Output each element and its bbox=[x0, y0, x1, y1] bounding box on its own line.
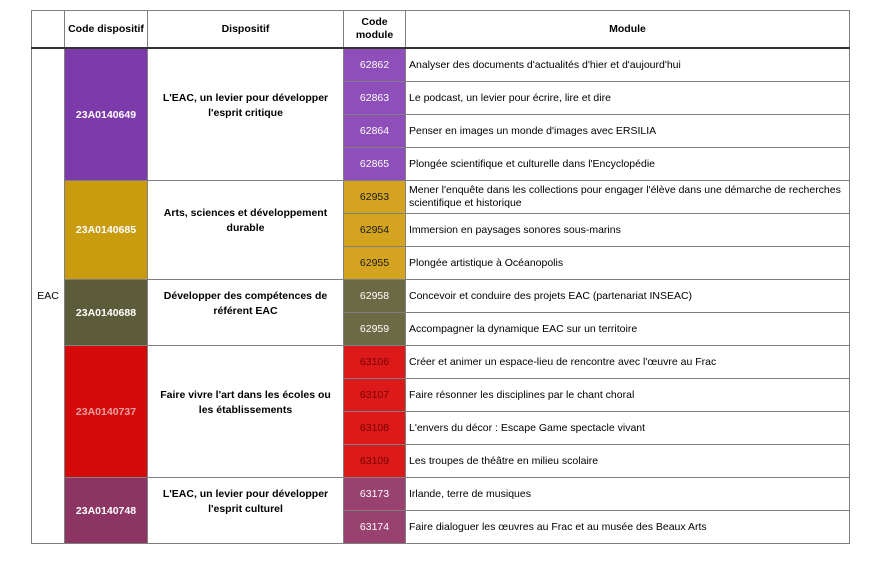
code-dispositif-cell: 23A0140685 bbox=[65, 181, 148, 280]
header-row bbox=[32, 11, 850, 49]
dispositif-cell bbox=[148, 48, 344, 181]
code-module-cell: 62954 bbox=[344, 214, 406, 247]
table-row bbox=[32, 48, 850, 82]
module-cell: Les troupes de théâtre en milieu scolaire bbox=[406, 445, 850, 478]
module-cell: Concevoir et conduire des projets EAC (partenariat INSEAC) bbox=[406, 280, 850, 313]
module-cell: Immersion en paysages sonores sous-marins bbox=[406, 214, 850, 247]
module-cell: L'envers du décor : Escape Game spectacle vivant bbox=[406, 412, 850, 445]
eac-table-wrapper bbox=[31, 10, 850, 544]
module-cell: Plongée artistique à Océanopolis bbox=[406, 247, 850, 280]
dispositif-label: Arts, sciences et développement durable bbox=[163, 207, 328, 234]
table-row bbox=[32, 181, 850, 214]
code-module-cell: 62959 bbox=[344, 313, 406, 346]
dispositif-label: L'EAC, un levier pour développer l'esprit critique bbox=[162, 91, 329, 119]
module-cell: Faire résonner les disciplines par le chant choral bbox=[406, 379, 850, 412]
eac-modules-table bbox=[31, 10, 850, 544]
header-category bbox=[32, 11, 65, 49]
header-code-dispositif: Code dispositif bbox=[65, 11, 148, 49]
dispositif-cell bbox=[148, 181, 344, 280]
module-cell: Analyser des documents d'actualités d'hier et d'aujourd'hui bbox=[406, 48, 850, 82]
code-module-cell: 62865 bbox=[344, 148, 406, 181]
dispositif-label: Faire vivre l'art dans les écoles ou les établissements bbox=[160, 388, 331, 416]
code-dispositif-cell: 23A0140688 bbox=[65, 280, 148, 346]
code-dispositif-cell: 23A0140649 bbox=[65, 48, 148, 181]
table-row bbox=[32, 346, 850, 379]
code-module-cell: 63106 bbox=[344, 346, 406, 379]
dispositif-cell bbox=[148, 478, 344, 544]
code-module-cell: 63109 bbox=[344, 445, 406, 478]
table-body bbox=[32, 48, 850, 544]
table-row bbox=[32, 280, 850, 313]
table-header bbox=[32, 11, 850, 49]
module-cell: Mener l'enquête dans les collections pour engager l'élève dans une démarche de recherches scientifique et historique bbox=[406, 181, 850, 214]
dispositif-label: L'EAC, un levier pour développer l'esprit culturel bbox=[162, 487, 329, 515]
header-dispositif: Dispositif bbox=[148, 11, 344, 49]
table-row bbox=[32, 478, 850, 511]
code-module-cell: 62862 bbox=[344, 48, 406, 82]
dispositif-cell bbox=[148, 280, 344, 346]
code-module-cell: 63173 bbox=[344, 478, 406, 511]
code-module-cell: 63108 bbox=[344, 412, 406, 445]
module-cell: Créer et animer un espace-lieu de rencontre avec l'œuvre au Frac bbox=[406, 346, 850, 379]
code-dispositif-cell: 23A0140748 bbox=[65, 478, 148, 544]
code-dispositif-cell: 23A0140737 bbox=[65, 346, 148, 478]
module-cell: Faire dialoguer les œuvres au Frac et au musée des Beaux Arts bbox=[406, 511, 850, 544]
code-module-cell: 62955 bbox=[344, 247, 406, 280]
code-module-cell: 62958 bbox=[344, 280, 406, 313]
dispositif-label: Développer des compétences de référent EAC bbox=[163, 289, 328, 317]
module-cell: Le podcast, un levier pour écrire, lire et dire bbox=[406, 82, 850, 115]
header-code-module: Code module bbox=[344, 11, 406, 49]
header-module: Module bbox=[406, 11, 850, 49]
code-module-cell: 62864 bbox=[344, 115, 406, 148]
code-module-cell: 62953 bbox=[344, 181, 406, 214]
module-cell: Penser en images un monde d'images avec ERSILIA bbox=[406, 115, 850, 148]
module-cell: Accompagner la dynamique EAC sur un territoire bbox=[406, 313, 850, 346]
code-module-cell: 63107 bbox=[344, 379, 406, 412]
module-cell: Irlande, terre de musiques bbox=[406, 478, 850, 511]
module-cell: Plongée scientifique et culturelle dans l'Encyclopédie bbox=[406, 148, 850, 181]
code-module-cell: 62863 bbox=[344, 82, 406, 115]
category-cell: EAC bbox=[32, 48, 65, 544]
dispositif-cell bbox=[148, 346, 344, 478]
code-module-cell: 63174 bbox=[344, 511, 406, 544]
